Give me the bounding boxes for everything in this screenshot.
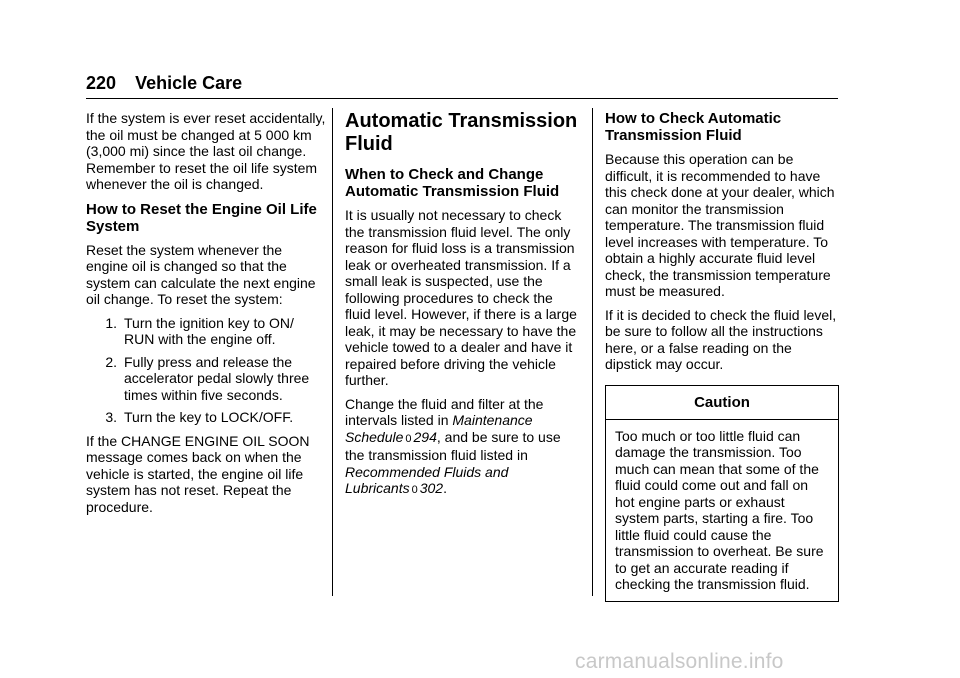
change-text-start: Change the fluid and filter at the intervals listed in [345, 395, 544, 428]
step-text: Fully press and release the accelerator pedal slowly three times within five seconds. [124, 353, 310, 403]
recommended-fluids-page: 302 [419, 480, 444, 496]
page-number: 220 [86, 73, 117, 93]
step-number: 1. [105, 314, 117, 331]
how-to-check-paragraph-2: If it is decided to check the fluid level, be sure to follow all the instructions here, or a false reading on the dipstick may occur. [605, 306, 837, 372]
closing-paragraph: If the CHANGE ENGINE OIL SOON message comes back on when the vehicle is started, the engine oil life system has not reset. Repeat the procedure. [86, 432, 310, 515]
step-text: Turn the ignition key to ON/ RUN with the engine off. [124, 314, 294, 347]
caution-text: Too much or too little fluid can damage the transmission. Too much can mean that some of the fluid could come out and fall on hot engine parts or exhaust system parts, starting a fire. Too little fluid could cause the transmission to overheat. Be sure to get an accurate reading if checking the transmission fluid. [615, 427, 824, 592]
column-left [86, 110, 326, 522]
maintenance-schedule-title: Maintenance Schedule [345, 412, 533, 445]
when-to-check-heading: When to Check and Change Automatic Transmission Fluid [345, 166, 560, 200]
column-divider-2 [592, 108, 593, 596]
column-divider-1 [332, 108, 333, 596]
step-text: Turn the key to LOCK/OFF. [124, 409, 294, 425]
reset-body-paragraph: Reset the system whenever the engine oil is changed so that the system can calculate the next engine oil change. To reset the system: [86, 241, 316, 307]
when-to-check-paragraph: It is usually not necessary to check the transmission fluid level. The only reason for fluid loss is a transmission leak or overheated transmission. If a small leak is suspected, use the following procedures to check the fluid level. However, if there is a large leak, it may be necessary to have the vehicle towed to a dealer and have it repaired before driving the vehicle further. [345, 207, 577, 388]
step-number: 2. [105, 353, 117, 370]
column-middle [345, 110, 581, 506]
list-item [86, 354, 326, 404]
column-right [605, 110, 839, 602]
how-to-check-heading: How to Check Automatic Transmission Fluid [605, 110, 782, 144]
list-item [86, 315, 326, 348]
maintenance-schedule-page: 294 [413, 428, 437, 445]
site-watermark: carmanualsonline.info [575, 650, 784, 673]
page-header [86, 72, 242, 94]
reset-steps-list [86, 315, 326, 426]
page-ref-arrow-icon: 0 [405, 432, 412, 445]
intro-paragraph: If the system is ever reset accidentally, the oil must be changed at 5 000 km (3,000 mi) since the last oil change. Remember to reset the oil life system whenever the oil is changed. [86, 110, 326, 192]
caution-title: Caution [606, 386, 838, 420]
how-to-check-paragraph-1: Because this operation can be difficult, it is recommended to have this check done at your dealer, which can monitor the transmission temperature. The transmission fluid level increases with temperature. To obtain a highly accurate fluid level check, the transmission temperature must be measured. [605, 151, 835, 299]
caution-box [605, 385, 839, 602]
change-text-end: . [443, 480, 447, 496]
list-item [86, 409, 326, 426]
recommended-fluids-link[interactable] [345, 464, 508, 497]
transmission-fluid-title: Automatic Transmission Fluid [345, 110, 578, 155]
page-ref-arrow-icon: 0 [411, 484, 418, 496]
change-text-middle: , and be sure to use the transmission fluid listed in [345, 428, 561, 463]
header-rule [86, 98, 838, 99]
reset-oil-life-heading: How to Reset the Engine Oil Life System [86, 200, 317, 235]
change-fluid-paragraph [345, 396, 581, 499]
step-number: 3. [105, 409, 117, 425]
section-title: Vehicle Care [135, 73, 243, 93]
recommended-fluids-title: Recommended Fluids and Lubricants [345, 463, 509, 496]
